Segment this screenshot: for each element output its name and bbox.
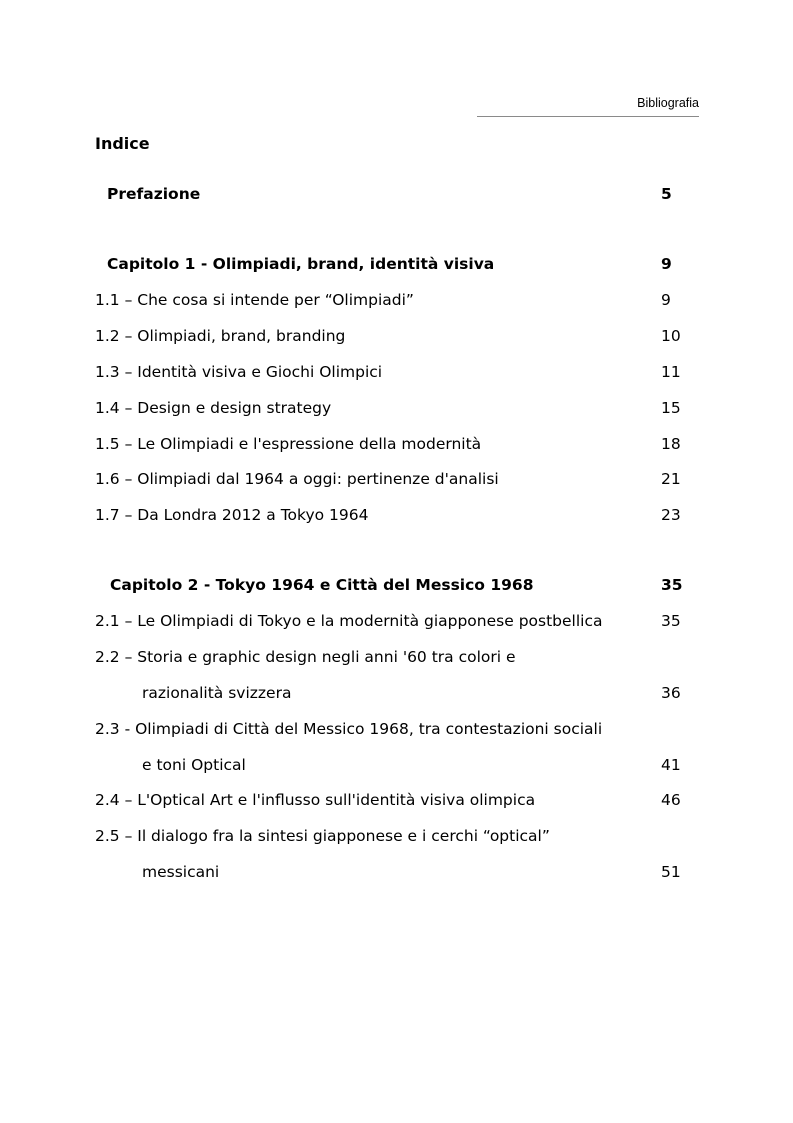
toc-entry-2-3[interactable] [0, 718, 793, 740]
toc-entry-continuation: razionalità svizzera [142, 684, 292, 702]
toc-prefazione-page: 5 [661, 185, 672, 203]
toc-entry-label: 2.4 – L'Optical Art e l'influsso sull'identità visiva olimpica [95, 791, 536, 809]
toc-entry-label: 1.6 – Olimpiadi dal 1964 a oggi: pertinenze d'analisi [95, 470, 499, 488]
running-header: Bibliografia [637, 96, 699, 110]
toc-chapter-2[interactable] [0, 574, 793, 596]
toc-entry-1-5[interactable] [0, 433, 793, 455]
toc-entry-page: 23 [661, 506, 681, 524]
toc-prefazione-title: Prefazione [107, 185, 201, 203]
chapter-1-page: 9 [661, 255, 672, 273]
toc-chapter-1[interactable] [0, 253, 793, 275]
toc-entry-1-1[interactable] [0, 289, 793, 311]
toc-entry-label: 2.5 – Il dialogo fra la sintesi giapponese e i cerchi “optical” [95, 827, 550, 845]
toc-entry-2-5-continuation[interactable] [0, 861, 793, 883]
toc-entry-continuation: e toni Optical [142, 756, 246, 774]
toc-entry-label: 1.5 – Le Olimpiadi e l'espressione della modernità [95, 435, 482, 453]
chapter-2-page: 35 [661, 576, 683, 594]
toc-entry-1-7[interactable] [0, 504, 793, 526]
toc-entry-label: 1.2 – Olimpiadi, brand, branding [95, 327, 346, 345]
toc-entry-page: 9 [661, 291, 671, 309]
toc-entry-1-3[interactable] [0, 361, 793, 383]
toc-entry-page: 36 [661, 684, 681, 702]
toc-entry-2-5[interactable] [0, 825, 793, 847]
toc-entry-page: 41 [661, 756, 681, 774]
toc-entry-page: 11 [661, 363, 681, 381]
toc-prefazione[interactable] [0, 183, 793, 205]
toc-entry-label: 1.4 – Design e design strategy [95, 399, 332, 417]
toc-entry-2-3-continuation[interactable] [0, 754, 793, 776]
header-divider [477, 116, 699, 117]
toc-entry-label: 2.1 – Le Olimpiadi di Tokyo e la modernità giapponese postbellica [95, 612, 603, 630]
toc-entry-continuation: messicani [142, 863, 220, 881]
toc-entry-label: 1.1 – Che cosa si intende per “Olimpiadi” [95, 291, 414, 309]
toc-entry-2-1[interactable] [0, 610, 793, 632]
toc-entry-page: 18 [661, 435, 681, 453]
toc-entry-page: 21 [661, 470, 681, 488]
toc-entry-2-4[interactable] [0, 789, 793, 811]
toc-entry-1-4[interactable] [0, 397, 793, 419]
toc-entry-2-2[interactable] [0, 646, 793, 668]
toc-entry-page: 35 [661, 612, 681, 630]
toc-entry-1-2[interactable] [0, 325, 793, 347]
toc-entry-label: 2.2 – Storia e graphic design negli anni '60 tra colori e [95, 648, 516, 666]
chapter-2-title: Capitolo 2 - Tokyo 1964 e Città del Messico 1968 [110, 576, 534, 594]
toc-entry-label: 1.7 – Da Londra 2012 a Tokyo 1964 [95, 506, 369, 524]
toc-entry-page: 15 [661, 399, 681, 417]
toc-entry-page: 51 [661, 863, 681, 881]
page-title: Indice [95, 134, 150, 153]
toc-entry-label: 1.3 – Identità visiva e Giochi Olimpici [95, 363, 383, 381]
toc-entry-1-6[interactable] [0, 468, 793, 490]
toc-entry-label: 2.3 - Olimpiadi di Città del Messico 1968, tra contestazioni sociali [95, 720, 603, 738]
toc-entry-page: 10 [661, 327, 681, 345]
toc-entry-2-2-continuation[interactable] [0, 682, 793, 704]
toc-entry-page: 46 [661, 791, 681, 809]
chapter-1-title: Capitolo 1 - Olimpiadi, brand, identità visiva [107, 255, 495, 273]
